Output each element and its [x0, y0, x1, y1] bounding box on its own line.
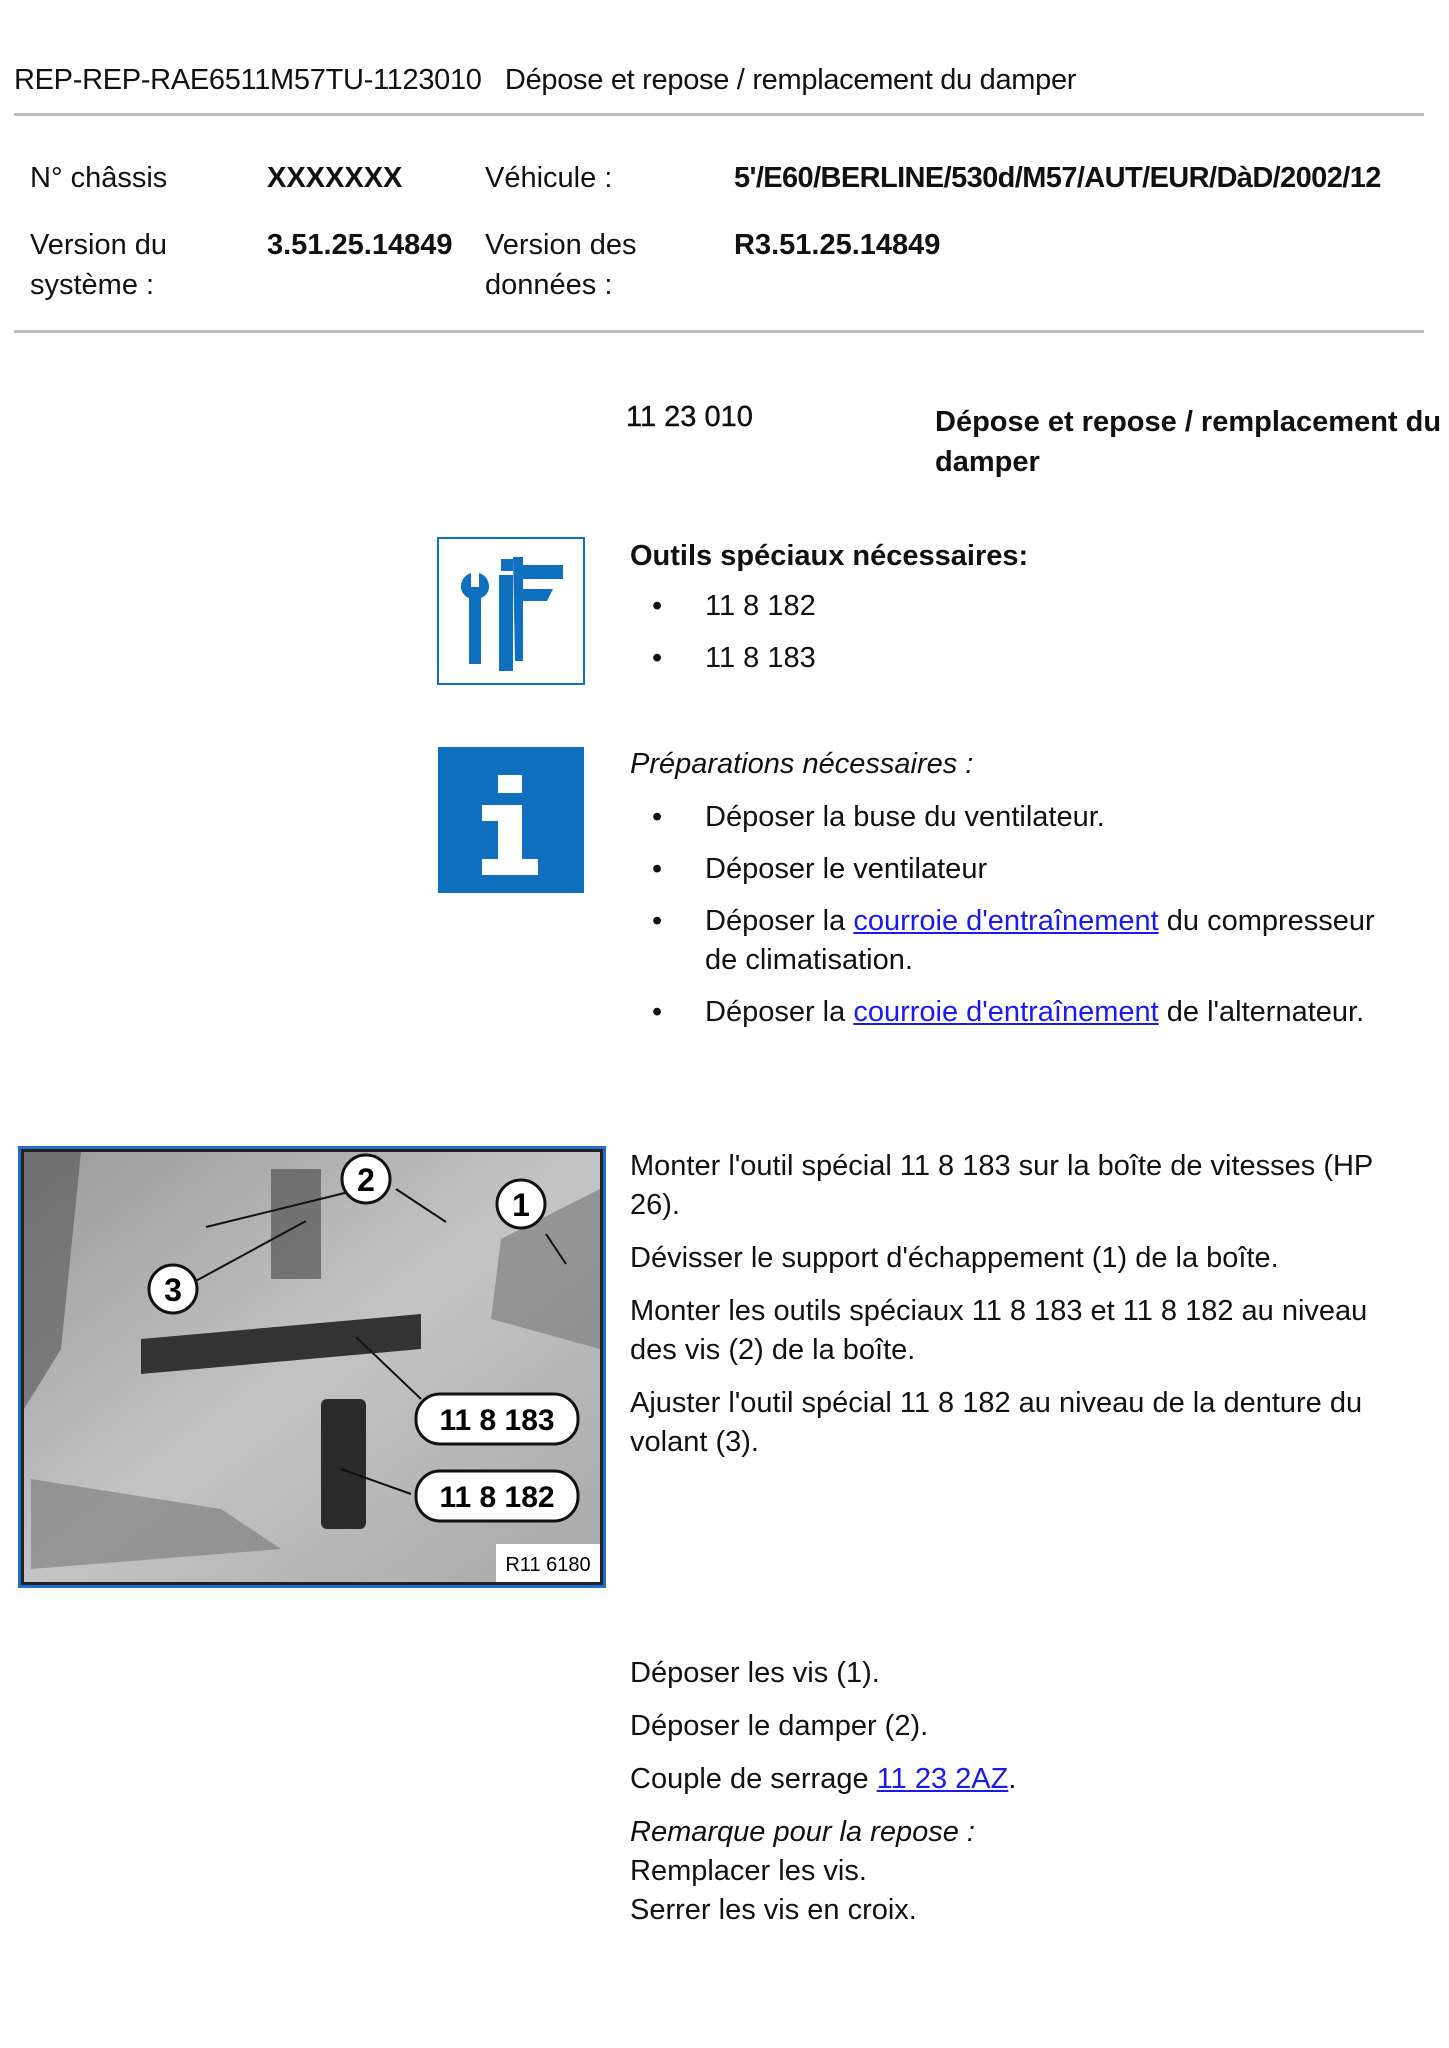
data-version-value: R3.51.25.14849	[734, 229, 941, 261]
procedure-figure	[18, 1146, 606, 1588]
svg-text:1: 1	[512, 1187, 530, 1223]
svg-text:11 8 183: 11 8 183	[439, 1404, 555, 1437]
list-item: • 11 8 182	[652, 590, 816, 622]
preparations-list	[630, 798, 1410, 1045]
tool-label-182	[416, 1471, 578, 1521]
drive-belt-link[interactable]: courroie d'entraînement	[853, 905, 1159, 937]
step: Serrer les vis en croix.	[630, 1894, 917, 1926]
step: Ajuster l'outil spécial 11 8 182 au niveau de la denture du volant (3).	[630, 1387, 1363, 1458]
list-item: • Déposer le ventilateur	[652, 853, 988, 885]
section-number: 11 23 010	[626, 401, 753, 433]
document-header	[14, 64, 1076, 97]
preparations-heading: Préparations nécessaires :	[630, 748, 974, 780]
note: Remarque pour la repose : Remplacer les vis.	[630, 1816, 975, 1887]
svg-text:11 8 182: 11 8 182	[439, 1481, 555, 1514]
figure-ref: R11 6180	[505, 1554, 591, 1576]
info-icon	[438, 747, 584, 893]
data-version-label: Version des données :	[485, 229, 637, 301]
divider	[14, 330, 1424, 333]
callout-1	[497, 1180, 545, 1228]
divider	[14, 113, 1424, 116]
list-item: • Déposer la courroie d'entraînement de l'alternateur.	[652, 996, 1365, 1028]
chassis-label: N° châssis	[30, 162, 168, 194]
callout-2	[342, 1155, 390, 1203]
system-version-value: 3.51.25.14849	[267, 229, 453, 261]
tools-heading: Outils spéciaux nécessaires:	[630, 540, 1029, 572]
system-version-label: Version du système :	[30, 229, 168, 301]
step: Couple de serrage 11 23 2AZ.	[630, 1763, 1017, 1795]
step: Dévisser le support d'échappement (1) de la boîte.	[630, 1242, 1279, 1274]
tools-list	[630, 587, 816, 691]
procedure-steps	[630, 1147, 1420, 1476]
svg-text:2: 2	[357, 1162, 375, 1198]
list-item: • Déposer la courroie d'entraînement du compresseur de climatisation.	[652, 905, 1375, 976]
step: Déposer le damper (2).	[630, 1710, 929, 1742]
doc-title: Dépose et repose / remplacement du damper	[504, 64, 1077, 96]
torque-spec-link[interactable]: 11 23 2AZ	[876, 1763, 1009, 1795]
list-item: • 11 8 183	[652, 642, 816, 674]
special-tools-icon	[437, 537, 585, 685]
callout-3	[149, 1265, 197, 1313]
svg-text:3: 3	[164, 1272, 182, 1308]
doc-id: REP-REP-RAE6511M57TU-1123010	[14, 64, 482, 96]
step: Déposer les vis (1).	[630, 1657, 880, 1689]
vehicle-label: Véhicule :	[485, 162, 613, 194]
step: Monter les outils spéciaux 11 8 183 et 11 8 182 au niveau des vis (2) de la boîte.	[630, 1295, 1368, 1366]
step: Monter l'outil spécial 11 8 183 sur la boîte de vitesses (HP 26).	[630, 1150, 1374, 1221]
vehicle-value: 5'/E60/BERLINE/530d/M57/AUT/EUR/DàD/2002/12	[734, 162, 1381, 194]
chassis-value: XXXXXXX	[267, 162, 403, 194]
removal-steps	[630, 1654, 1420, 1944]
tool-label-183	[416, 1394, 578, 1444]
list-item: • Déposer la buse du ventilateur.	[652, 801, 1105, 833]
section-title: Dépose et repose / remplacement du damper	[935, 406, 1442, 478]
drive-belt-link[interactable]: courroie d'entraînement	[853, 996, 1159, 1028]
